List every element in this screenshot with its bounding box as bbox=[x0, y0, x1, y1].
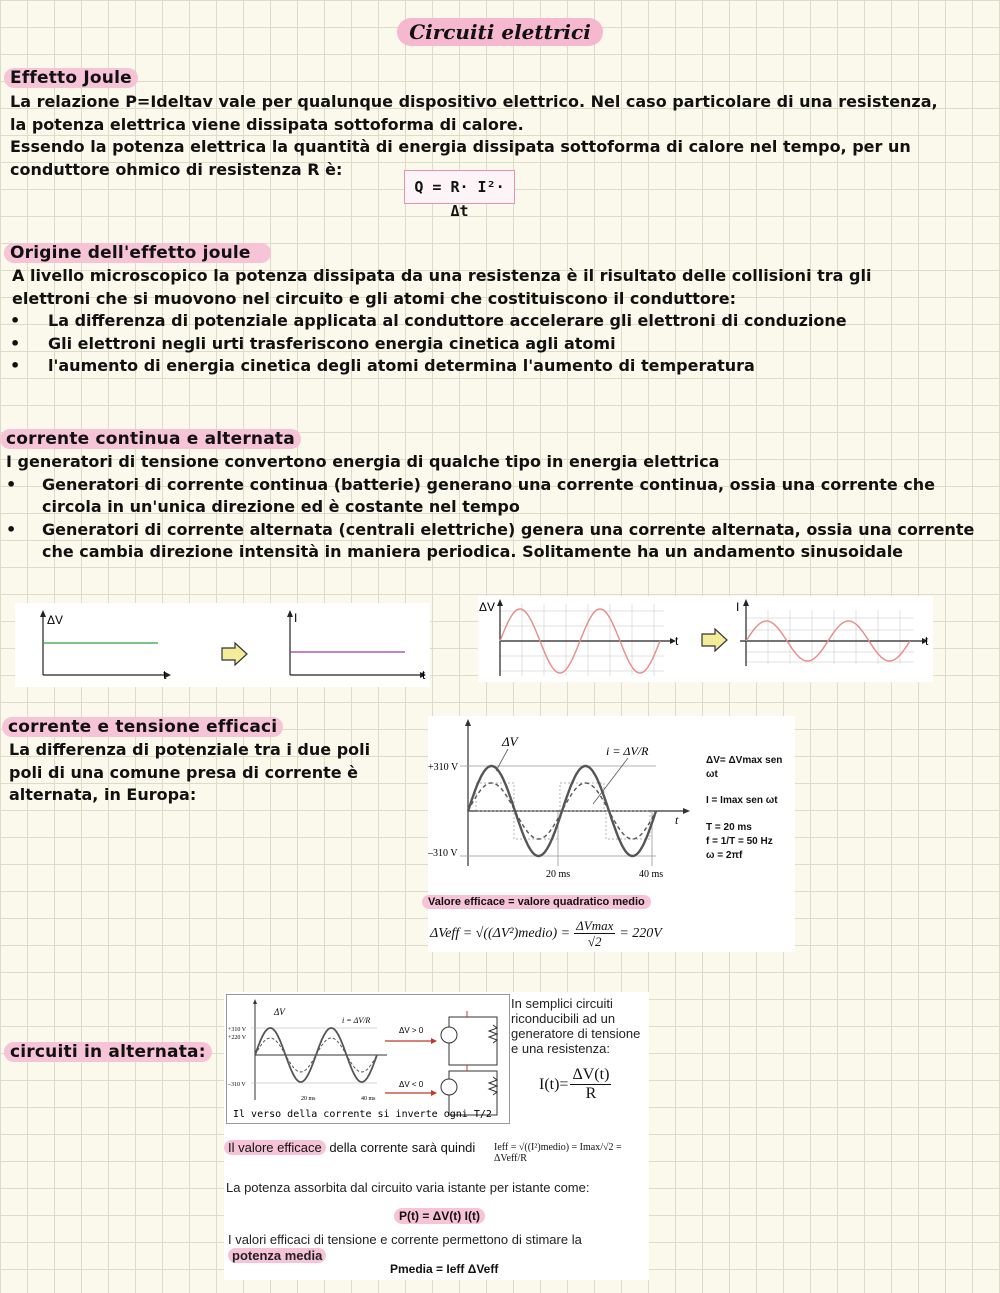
eff-current-formula: Ieff = √((I²)medio) = Imax/√2 = ΔVeff/R bbox=[494, 1142, 622, 1164]
acc-heading-wrap bbox=[4, 1042, 212, 1062]
ohm-fraction bbox=[570, 1066, 611, 1103]
joule-line-2: la potenza elettrica viene dissipata sottoforma di calore. bbox=[10, 114, 524, 134]
acc-i-label: i = ΔV/R bbox=[342, 1016, 371, 1025]
mean-text bbox=[228, 1232, 582, 1264]
eff-x-arrow bbox=[683, 808, 690, 814]
dc-arrow-icon bbox=[222, 643, 247, 665]
eff-graph bbox=[428, 716, 698, 891]
origin-text bbox=[12, 265, 992, 378]
acc-y310: +310 V bbox=[228, 1027, 247, 1033]
joule-formula: Q = R· I²· Δt bbox=[404, 170, 515, 204]
dc-v-label: ΔV bbox=[47, 613, 64, 627]
acc-x20: 20 ms bbox=[301, 1096, 316, 1102]
eff-eq-1: ΔV= ΔVmax sen ωt bbox=[706, 755, 783, 780]
origin-line-1: A livello microscopico la potenza dissipata da una resistenza è il risultato delle collisioni tra gli bbox=[12, 266, 872, 285]
eff-x-40: 40 ms bbox=[639, 869, 664, 880]
eff-rms-box-1 bbox=[476, 783, 514, 811]
power-text: La potenza assorbita dal circuito varia istante per istante come: bbox=[226, 1180, 590, 1195]
acc-v-label: ΔV bbox=[274, 1007, 285, 1017]
mean-formula: Pmedia = Ieff ΔVeff bbox=[390, 1262, 499, 1276]
joule-text bbox=[10, 91, 995, 181]
origin-bullets bbox=[10, 310, 992, 378]
acc-y-arrow bbox=[253, 999, 257, 1004]
eff-t-label: t bbox=[675, 813, 679, 827]
ac-i-t-label: t bbox=[925, 634, 929, 648]
dc-v-t-label: t bbox=[163, 668, 167, 682]
eff-heading-wrap bbox=[2, 717, 283, 737]
origin-bullet: • l'aumento di energia cinetica degli atomi determina l'aumento di temperatura bbox=[10, 355, 992, 378]
acc-neg-label: ΔV < 0 bbox=[399, 1080, 424, 1089]
eff-y-top: +310 V bbox=[428, 762, 459, 773]
ohm-formula bbox=[539, 1066, 611, 1103]
rms-label: Valore efficace = valore quadratico medio bbox=[422, 895, 651, 909]
eff-x-20: 20 ms bbox=[546, 869, 571, 880]
acdc-bullet: • Generatori di corrente continua (batterie) generano una corrente continua, ossia una corrente che circola in un'unica direzione ed è costante nel tempo bbox=[6, 474, 991, 519]
acc-panel bbox=[224, 992, 649, 1280]
acdc-bullets bbox=[6, 474, 991, 564]
ac-arrow-icon bbox=[702, 629, 727, 651]
dc-graphs bbox=[15, 603, 430, 687]
ac-v-t-label: t bbox=[675, 634, 679, 648]
dc-i-t-label: t bbox=[422, 668, 426, 682]
eff-heading: corrente e tensione efficaci bbox=[2, 717, 283, 737]
acc-caption: Il verso della corrente si inverte ogni T/2 bbox=[233, 1109, 492, 1120]
joule-line-4: conduttore ohmico di resistenza R è: bbox=[10, 159, 343, 179]
acc-side-text: In semplici circuiti riconducibili ad un generatore di tensione e una resistenza: bbox=[511, 996, 641, 1056]
acdc-intro: I generatori di tensione convertono energia di qualche tipo in energia elettrica bbox=[6, 452, 720, 471]
eff-current-line bbox=[224, 1140, 475, 1155]
mean-text-2: potenza media bbox=[228, 1248, 326, 1263]
rms-formula-right: = 220V bbox=[619, 925, 662, 941]
acdc-bullet: • Generatori di corrente alternata (centrali elettriche) genera una corrente alternata, ossia una corrente che cambia direzione intensità in maniera periodica. Solitamente ha un andamento sinusoidale bbox=[6, 519, 991, 564]
dc-v-y-arrow bbox=[40, 610, 46, 617]
joule-heading-wrap bbox=[4, 68, 138, 88]
dc-i-y-arrow bbox=[287, 610, 293, 617]
ac-v-y-arrow bbox=[497, 599, 503, 606]
eff-text: La differenza di potenziale tra i due poli poli di una comune presa di corrente è alternata, in Europa: bbox=[9, 740, 371, 804]
ac-v-label: ΔV bbox=[479, 600, 496, 614]
origin-heading: Origine dell'effetto joule bbox=[4, 243, 271, 263]
acc-x40: 40 ms bbox=[361, 1096, 376, 1102]
acdc-text bbox=[6, 451, 991, 564]
rms-fraction bbox=[574, 918, 615, 949]
acc-pos-label: ΔV > 0 bbox=[399, 1026, 424, 1035]
ac-v-grid bbox=[500, 604, 664, 676]
acc-yneg: –310 V bbox=[228, 1082, 246, 1088]
page-title: Circuiti elettrici bbox=[397, 18, 603, 46]
eff-eq-2: I = Imax sen ωt bbox=[706, 795, 778, 806]
mean-text-1: I valori efficaci di tensione e corrente permettono di stimare la bbox=[228, 1232, 582, 1247]
origin-bullet: • Gli elettroni negli urti trasferiscono energia cinetica agli atomi bbox=[10, 333, 992, 356]
origin-heading-wrap bbox=[4, 243, 271, 263]
ac-graphs bbox=[478, 596, 933, 682]
eff-i-label: i = ΔV/R bbox=[606, 744, 649, 758]
acc-heading: circuiti in alternata: bbox=[4, 1042, 212, 1062]
eff-eq-3: T = 20 ms bbox=[706, 822, 752, 833]
eff-equations bbox=[706, 754, 795, 863]
power-formula-wrap bbox=[394, 1209, 485, 1223]
eff-current-rest: della corrente sarà quindi bbox=[325, 1140, 476, 1155]
title-wrap bbox=[0, 20, 1000, 44]
rms-formula-left: ΔVeff = √((ΔV²)medio) = bbox=[430, 925, 571, 941]
acdc-heading-wrap bbox=[0, 429, 301, 449]
acdc-heading: corrente continua e alternata bbox=[0, 429, 301, 449]
ohm-den: R bbox=[585, 1085, 597, 1102]
acc-neg-arrowhead bbox=[431, 1090, 437, 1096]
joule-heading: Effetto Joule bbox=[4, 68, 138, 88]
origin-bullet: • La differenza di potenziale applicata al conduttore accelerare gli elettroni di conduzione bbox=[10, 310, 992, 333]
rms-frac-den: √2 bbox=[587, 934, 602, 949]
eff-eq-5: ω = 2πf bbox=[706, 850, 743, 861]
joule-line-3: Essendo la potenza elettrica la quantità di energia dissipata sottoforma di calore nel tempo, per un bbox=[10, 137, 911, 156]
eff-y-arrow bbox=[465, 719, 471, 726]
joule-line-1: La relazione P=Ideltav vale per qualunque dispositivo elettrico. Nel caso particolare di una resistenza, bbox=[10, 92, 938, 111]
eff-v-label: ΔV bbox=[502, 734, 518, 749]
eff-current-prefix: Il valore efficace bbox=[224, 1140, 326, 1155]
ohm-left: I(t)= bbox=[539, 1075, 569, 1093]
ohm-num: ΔV(t) bbox=[572, 1066, 610, 1083]
acc-y220: +220 V bbox=[228, 1035, 247, 1041]
acc-circuit-top bbox=[441, 1017, 497, 1065]
ac-i-label: I bbox=[736, 600, 740, 614]
acc-figure bbox=[226, 994, 510, 1124]
dc-i-label: I bbox=[294, 611, 298, 625]
rms-label-wrap bbox=[422, 896, 651, 908]
eff-v-pointer bbox=[496, 749, 508, 771]
acc-pos-arrowhead bbox=[431, 1038, 437, 1044]
ac-i-y-arrow bbox=[743, 599, 749, 606]
rms-formula bbox=[430, 918, 662, 949]
eff-y-bottom: –310 V bbox=[428, 848, 458, 859]
eff-eq-4: f = 1/T = 50 Hz bbox=[706, 836, 773, 847]
eff-figure bbox=[428, 716, 795, 952]
origin-line-2: elettroni che si muovono nel circuito e gli atomi che costituiscono il conduttore: bbox=[12, 288, 737, 308]
rms-frac-num: ΔVmax bbox=[576, 918, 614, 933]
power-formula: P(t) = ΔV(t) I(t) bbox=[394, 1208, 485, 1224]
